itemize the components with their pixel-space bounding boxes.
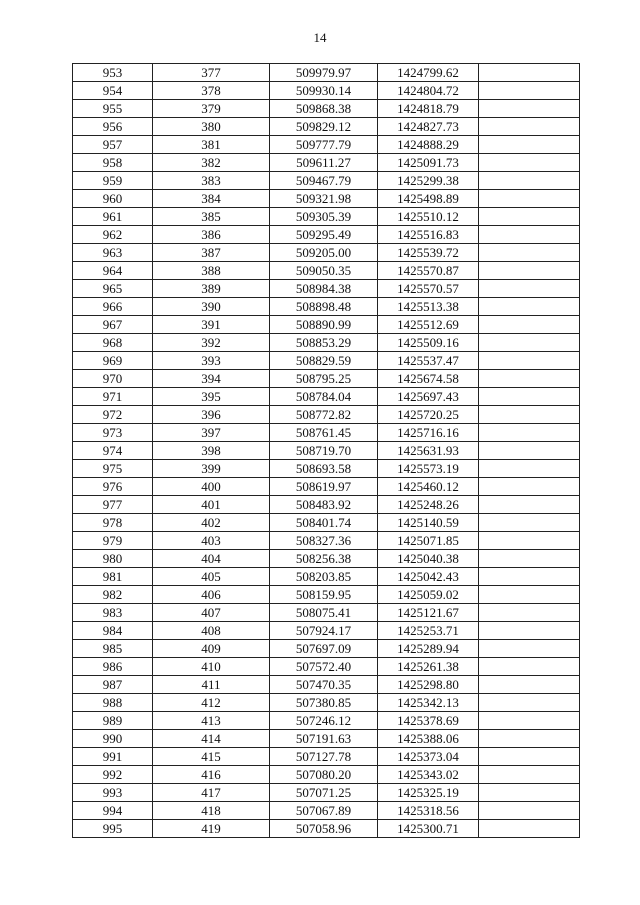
table-row — [73, 514, 580, 532]
table-row — [73, 172, 580, 190]
cell-y-coordinate: 1425570.87 — [378, 262, 479, 280]
cell-point-number: 955 — [73, 100, 153, 118]
cell-point-number: 993 — [73, 784, 153, 802]
table-row — [73, 388, 580, 406]
cell-sequence-number: 400 — [153, 478, 270, 496]
cell-point-number: 960 — [73, 190, 153, 208]
cell-blank-cell — [479, 694, 580, 712]
cell-point-number: 983 — [73, 604, 153, 622]
cell-sequence-number: 405 — [153, 568, 270, 586]
table-row — [73, 298, 580, 316]
cell-y-coordinate: 1425300.71 — [378, 820, 479, 838]
cell-y-coordinate: 1425631.93 — [378, 442, 479, 460]
cell-point-number: 973 — [73, 424, 153, 442]
cell-y-coordinate: 1425460.12 — [378, 478, 479, 496]
cell-blank-cell — [479, 550, 580, 568]
cell-y-coordinate: 1425373.04 — [378, 748, 479, 766]
cell-sequence-number: 394 — [153, 370, 270, 388]
cell-sequence-number: 397 — [153, 424, 270, 442]
cell-x-coordinate: 508203.85 — [270, 568, 378, 586]
table-row — [73, 100, 580, 118]
cell-blank-cell — [479, 532, 580, 550]
cell-sequence-number: 412 — [153, 694, 270, 712]
cell-x-coordinate: 507127.78 — [270, 748, 378, 766]
table-row — [73, 370, 580, 388]
cell-point-number: 961 — [73, 208, 153, 226]
cell-point-number: 995 — [73, 820, 153, 838]
cell-point-number: 957 — [73, 136, 153, 154]
cell-blank-cell — [479, 190, 580, 208]
cell-point-number: 994 — [73, 802, 153, 820]
page-number: 14 — [313, 30, 327, 45]
cell-x-coordinate: 509868.38 — [270, 100, 378, 118]
cell-y-coordinate: 1424888.29 — [378, 136, 479, 154]
cell-x-coordinate: 508853.29 — [270, 334, 378, 352]
cell-x-coordinate: 509050.35 — [270, 262, 378, 280]
cell-sequence-number: 388 — [153, 262, 270, 280]
cell-y-coordinate: 1425121.67 — [378, 604, 479, 622]
cell-sequence-number: 383 — [153, 172, 270, 190]
cell-point-number: 986 — [73, 658, 153, 676]
cell-sequence-number: 393 — [153, 352, 270, 370]
cell-blank-cell — [479, 622, 580, 640]
cell-x-coordinate: 507067.89 — [270, 802, 378, 820]
cell-blank-cell — [479, 658, 580, 676]
cell-x-coordinate: 508829.59 — [270, 352, 378, 370]
cell-point-number: 958 — [73, 154, 153, 172]
cell-point-number: 977 — [73, 496, 153, 514]
cell-blank-cell — [479, 784, 580, 802]
cell-x-coordinate: 509930.14 — [270, 82, 378, 100]
cell-y-coordinate: 1425716.16 — [378, 424, 479, 442]
cell-point-number: 989 — [73, 712, 153, 730]
cell-point-number: 978 — [73, 514, 153, 532]
cell-x-coordinate: 508401.74 — [270, 514, 378, 532]
cell-y-coordinate: 1425378.69 — [378, 712, 479, 730]
table-row — [73, 622, 580, 640]
cell-blank-cell — [479, 280, 580, 298]
cell-point-number: 975 — [73, 460, 153, 478]
cell-y-coordinate: 1425510.12 — [378, 208, 479, 226]
cell-x-coordinate: 509829.12 — [270, 118, 378, 136]
cell-sequence-number: 378 — [153, 82, 270, 100]
cell-y-coordinate: 1425299.38 — [378, 172, 479, 190]
cell-sequence-number: 385 — [153, 208, 270, 226]
cell-y-coordinate: 1425539.72 — [378, 244, 479, 262]
cell-sequence-number: 403 — [153, 532, 270, 550]
cell-point-number: 968 — [73, 334, 153, 352]
cell-y-coordinate: 1425140.59 — [378, 514, 479, 532]
cell-sequence-number: 384 — [153, 190, 270, 208]
cell-blank-cell — [479, 208, 580, 226]
cell-x-coordinate: 508784.04 — [270, 388, 378, 406]
cell-sequence-number: 392 — [153, 334, 270, 352]
cell-y-coordinate: 1425509.16 — [378, 334, 479, 352]
cell-x-coordinate: 508761.45 — [270, 424, 378, 442]
cell-sequence-number: 417 — [153, 784, 270, 802]
cell-sequence-number: 381 — [153, 136, 270, 154]
cell-point-number: 971 — [73, 388, 153, 406]
cell-sequence-number: 389 — [153, 280, 270, 298]
table-row — [73, 136, 580, 154]
cell-blank-cell — [479, 172, 580, 190]
table-row — [73, 784, 580, 802]
cell-sequence-number: 386 — [153, 226, 270, 244]
cell-x-coordinate: 509611.27 — [270, 154, 378, 172]
cell-blank-cell — [479, 568, 580, 586]
cell-x-coordinate: 508898.48 — [270, 298, 378, 316]
cell-sequence-number: 407 — [153, 604, 270, 622]
cell-blank-cell — [479, 640, 580, 658]
cell-sequence-number: 404 — [153, 550, 270, 568]
table-row — [73, 658, 580, 676]
cell-point-number: 988 — [73, 694, 153, 712]
cell-point-number: 965 — [73, 280, 153, 298]
table-row — [73, 406, 580, 424]
cell-point-number: 982 — [73, 586, 153, 604]
cell-sequence-number: 418 — [153, 802, 270, 820]
cell-sequence-number: 406 — [153, 586, 270, 604]
cell-blank-cell — [479, 334, 580, 352]
cell-blank-cell — [479, 226, 580, 244]
table-row — [73, 820, 580, 838]
cell-sequence-number: 419 — [153, 820, 270, 838]
table-row — [73, 640, 580, 658]
cell-point-number: 969 — [73, 352, 153, 370]
cell-y-coordinate: 1425253.71 — [378, 622, 479, 640]
table-row — [73, 82, 580, 100]
cell-blank-cell — [479, 316, 580, 334]
cell-point-number: 972 — [73, 406, 153, 424]
table-row — [73, 442, 580, 460]
cell-point-number: 985 — [73, 640, 153, 658]
cell-sequence-number: 408 — [153, 622, 270, 640]
cell-x-coordinate: 508984.38 — [270, 280, 378, 298]
cell-x-coordinate: 508483.92 — [270, 496, 378, 514]
cell-x-coordinate: 509305.39 — [270, 208, 378, 226]
cell-blank-cell — [479, 802, 580, 820]
table-row — [73, 190, 580, 208]
cell-y-coordinate: 1425091.73 — [378, 154, 479, 172]
cell-y-coordinate: 1425261.38 — [378, 658, 479, 676]
table-row — [73, 262, 580, 280]
table-row — [73, 280, 580, 298]
table-row — [73, 118, 580, 136]
cell-point-number: 979 — [73, 532, 153, 550]
cell-blank-cell — [479, 586, 580, 604]
table-row — [73, 604, 580, 622]
cell-x-coordinate: 509205.00 — [270, 244, 378, 262]
table-row — [73, 154, 580, 172]
cell-x-coordinate: 508719.70 — [270, 442, 378, 460]
cell-blank-cell — [479, 352, 580, 370]
cell-sequence-number: 396 — [153, 406, 270, 424]
table-row — [73, 478, 580, 496]
cell-y-coordinate: 1425697.43 — [378, 388, 479, 406]
cell-y-coordinate: 1425343.02 — [378, 766, 479, 784]
table-row — [73, 316, 580, 334]
cell-y-coordinate: 1425516.83 — [378, 226, 479, 244]
cell-x-coordinate: 508159.95 — [270, 586, 378, 604]
cell-x-coordinate: 508619.97 — [270, 478, 378, 496]
cell-sequence-number: 377 — [153, 64, 270, 82]
cell-blank-cell — [479, 388, 580, 406]
cell-blank-cell — [479, 82, 580, 100]
cell-blank-cell — [479, 64, 580, 82]
cell-point-number: 953 — [73, 64, 153, 82]
table-row — [73, 352, 580, 370]
cell-x-coordinate: 508890.99 — [270, 316, 378, 334]
cell-y-coordinate: 1424804.72 — [378, 82, 479, 100]
table-row — [73, 460, 580, 478]
cell-point-number: 976 — [73, 478, 153, 496]
cell-y-coordinate: 1424827.73 — [378, 118, 479, 136]
cell-sequence-number: 409 — [153, 640, 270, 658]
cell-y-coordinate: 1425570.57 — [378, 280, 479, 298]
cell-y-coordinate: 1425298.80 — [378, 676, 479, 694]
cell-y-coordinate: 1425071.85 — [378, 532, 479, 550]
cell-blank-cell — [479, 748, 580, 766]
cell-sequence-number: 402 — [153, 514, 270, 532]
coordinates-table — [72, 63, 580, 838]
cell-sequence-number: 413 — [153, 712, 270, 730]
cell-y-coordinate: 1425342.13 — [378, 694, 479, 712]
cell-point-number: 967 — [73, 316, 153, 334]
cell-sequence-number: 401 — [153, 496, 270, 514]
cell-y-coordinate: 1425537.47 — [378, 352, 479, 370]
cell-x-coordinate: 508256.38 — [270, 550, 378, 568]
cell-x-coordinate: 507470.35 — [270, 676, 378, 694]
cell-point-number: 962 — [73, 226, 153, 244]
cell-x-coordinate: 508693.58 — [270, 460, 378, 478]
cell-sequence-number: 415 — [153, 748, 270, 766]
cell-x-coordinate: 507080.20 — [270, 766, 378, 784]
cell-sequence-number: 398 — [153, 442, 270, 460]
cell-blank-cell — [479, 244, 580, 262]
cell-sequence-number: 410 — [153, 658, 270, 676]
cell-y-coordinate: 1425498.89 — [378, 190, 479, 208]
cell-y-coordinate: 1425040.38 — [378, 550, 479, 568]
cell-sequence-number: 395 — [153, 388, 270, 406]
cell-x-coordinate: 507246.12 — [270, 712, 378, 730]
cell-sequence-number: 379 — [153, 100, 270, 118]
cell-blank-cell — [479, 820, 580, 838]
cell-point-number: 980 — [73, 550, 153, 568]
cell-sequence-number: 380 — [153, 118, 270, 136]
cell-point-number: 990 — [73, 730, 153, 748]
cell-blank-cell — [479, 100, 580, 118]
cell-blank-cell — [479, 118, 580, 136]
cell-blank-cell — [479, 136, 580, 154]
cell-point-number: 970 — [73, 370, 153, 388]
cell-blank-cell — [479, 298, 580, 316]
cell-y-coordinate: 1425289.94 — [378, 640, 479, 658]
cell-x-coordinate: 507071.25 — [270, 784, 378, 802]
table-row — [73, 712, 580, 730]
cell-y-coordinate: 1425248.26 — [378, 496, 479, 514]
cell-blank-cell — [479, 766, 580, 784]
cell-blank-cell — [479, 478, 580, 496]
cell-x-coordinate: 508075.41 — [270, 604, 378, 622]
cell-sequence-number: 387 — [153, 244, 270, 262]
cell-x-coordinate: 507058.96 — [270, 820, 378, 838]
cell-y-coordinate: 1425674.58 — [378, 370, 479, 388]
coordinates-table-body — [73, 64, 580, 838]
cell-point-number: 963 — [73, 244, 153, 262]
cell-x-coordinate: 509467.79 — [270, 172, 378, 190]
cell-y-coordinate: 1425573.19 — [378, 460, 479, 478]
cell-x-coordinate: 509321.98 — [270, 190, 378, 208]
table-row — [73, 208, 580, 226]
cell-sequence-number: 399 — [153, 460, 270, 478]
cell-y-coordinate: 1425318.56 — [378, 802, 479, 820]
table-row — [73, 244, 580, 262]
cell-x-coordinate: 507572.40 — [270, 658, 378, 676]
cell-point-number: 991 — [73, 748, 153, 766]
cell-x-coordinate: 507697.09 — [270, 640, 378, 658]
cell-blank-cell — [479, 370, 580, 388]
cell-point-number: 987 — [73, 676, 153, 694]
cell-point-number: 964 — [73, 262, 153, 280]
cell-x-coordinate: 507191.63 — [270, 730, 378, 748]
cell-y-coordinate: 1425513.38 — [378, 298, 479, 316]
cell-point-number: 956 — [73, 118, 153, 136]
table-row — [73, 550, 580, 568]
cell-y-coordinate: 1425512.69 — [378, 316, 479, 334]
table-row — [73, 676, 580, 694]
cell-blank-cell — [479, 712, 580, 730]
table-row — [73, 766, 580, 784]
table-row — [73, 748, 580, 766]
cell-blank-cell — [479, 460, 580, 478]
cell-sequence-number: 391 — [153, 316, 270, 334]
table-row — [73, 334, 580, 352]
table-row — [73, 64, 580, 82]
cell-point-number: 959 — [73, 172, 153, 190]
cell-point-number: 984 — [73, 622, 153, 640]
cell-blank-cell — [479, 496, 580, 514]
cell-point-number: 954 — [73, 82, 153, 100]
table-row — [73, 496, 580, 514]
cell-x-coordinate: 507380.85 — [270, 694, 378, 712]
table-row — [73, 730, 580, 748]
cell-sequence-number: 414 — [153, 730, 270, 748]
cell-x-coordinate: 508795.25 — [270, 370, 378, 388]
table-row — [73, 568, 580, 586]
table-row — [73, 802, 580, 820]
table-row — [73, 694, 580, 712]
cell-blank-cell — [479, 676, 580, 694]
cell-x-coordinate: 507924.17 — [270, 622, 378, 640]
cell-point-number: 981 — [73, 568, 153, 586]
cell-y-coordinate: 1425325.19 — [378, 784, 479, 802]
table-row — [73, 532, 580, 550]
cell-y-coordinate: 1425042.43 — [378, 568, 479, 586]
cell-sequence-number: 382 — [153, 154, 270, 172]
cell-point-number: 966 — [73, 298, 153, 316]
cell-blank-cell — [479, 604, 580, 622]
table-row — [73, 424, 580, 442]
table-row — [73, 226, 580, 244]
cell-x-coordinate: 509295.49 — [270, 226, 378, 244]
cell-blank-cell — [479, 262, 580, 280]
cell-point-number: 992 — [73, 766, 153, 784]
cell-point-number: 974 — [73, 442, 153, 460]
cell-x-coordinate: 509777.79 — [270, 136, 378, 154]
cell-blank-cell — [479, 730, 580, 748]
cell-blank-cell — [479, 406, 580, 424]
cell-blank-cell — [479, 442, 580, 460]
cell-blank-cell — [479, 424, 580, 442]
cell-x-coordinate: 509979.97 — [270, 64, 378, 82]
table-row — [73, 586, 580, 604]
cell-y-coordinate: 1424818.79 — [378, 100, 479, 118]
cell-y-coordinate: 1425720.25 — [378, 406, 479, 424]
cell-sequence-number: 411 — [153, 676, 270, 694]
cell-sequence-number: 390 — [153, 298, 270, 316]
cell-blank-cell — [479, 154, 580, 172]
cell-sequence-number: 416 — [153, 766, 270, 784]
cell-x-coordinate: 508772.82 — [270, 406, 378, 424]
cell-x-coordinate: 508327.36 — [270, 532, 378, 550]
cell-y-coordinate: 1425388.06 — [378, 730, 479, 748]
cell-y-coordinate: 1424799.62 — [378, 64, 479, 82]
cell-y-coordinate: 1425059.02 — [378, 586, 479, 604]
cell-blank-cell — [479, 514, 580, 532]
